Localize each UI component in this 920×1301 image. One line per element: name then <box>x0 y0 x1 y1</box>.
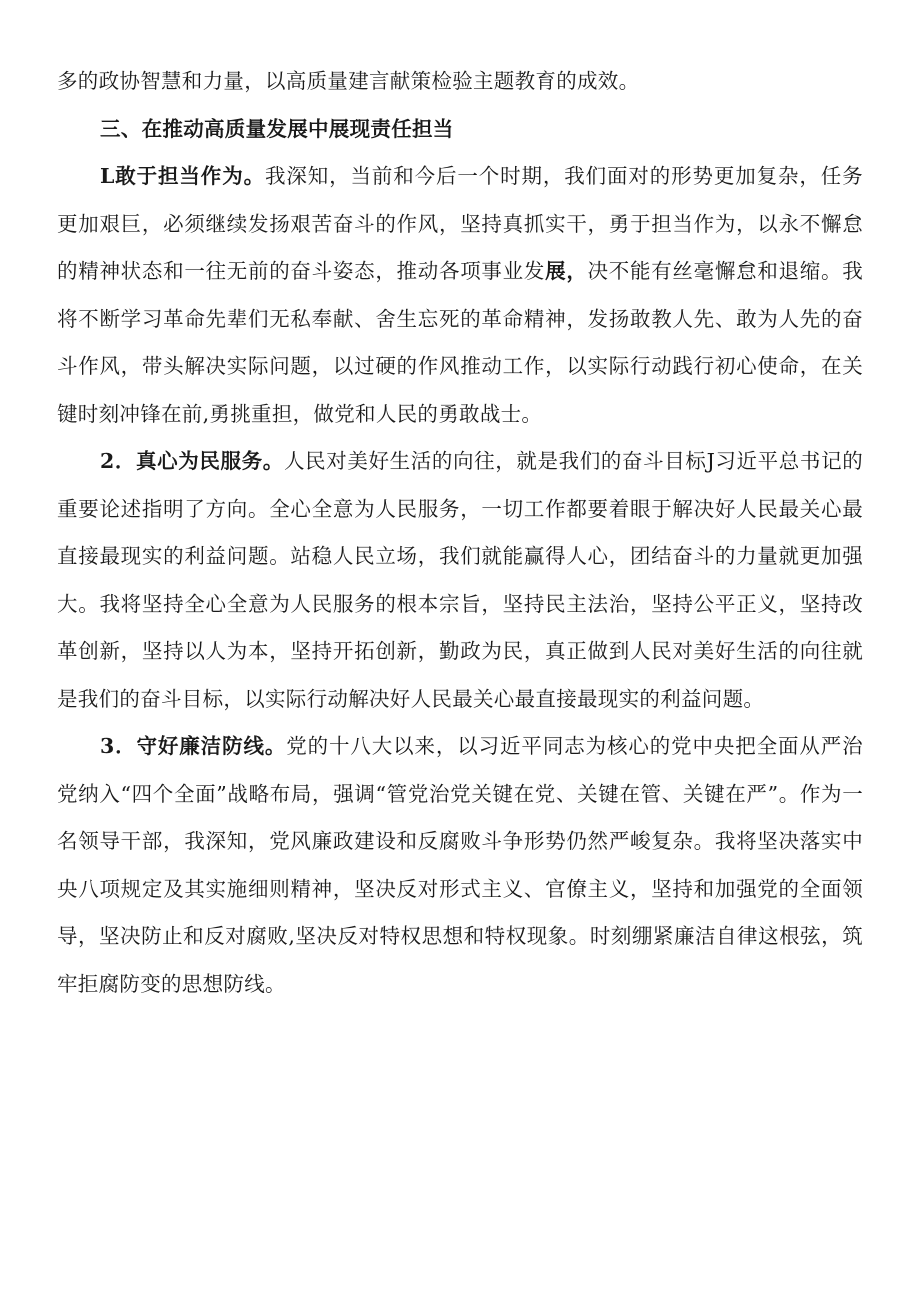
paragraph-emphasis: 展， <box>545 259 588 283</box>
section-heading: 三、在推动高质量发展中展现责任担当 <box>100 116 454 141</box>
paragraph-body: 人民对美好生活的向往，就是我们的奋斗目标J习近平总书记的重要论述指明了方向。全心全意为人民服务，一切工作都要着眼于解决好人民最关心最直接最现实的利益问题。站稳人民立场，我们就能赢得人心，团结奋斗的力量就更加强大。我将坚持全心全意为人民服务的根本宗旨，坚持民主法治，坚持公平正义，坚持改革创新，坚持以人为本，坚持开拓创新，勤政为民，真正做到人民对美好生活的向往就是我们的奋斗目标，以实际行动解决好人民最关心最直接最现实的利益问题。 <box>57 449 863 711</box>
paragraph-body: 决不能有丝毫懈怠和退缩。我将不断学习革命先辈们无私奉献、舍生忘死的革命精神，发扬敢教人先、敢为人先的奋斗作风，带头解决实际问题，以过硬的作风推动工作，以实际行动践行初心使命，在关键时刻冲锋在前,勇挑重担，做党和人民的勇敢战士。 <box>57 259 863 426</box>
intro-continuation-paragraph: 多的政协智慧和力量，以高质量建言献策检验主题教育的成效。 <box>57 69 640 93</box>
paragraph-lead: 2．真心为民服务。 <box>100 449 284 473</box>
paragraph-lead: L敢于担当作为。 <box>100 164 265 188</box>
paragraph-dare-to-take-responsibility <box>57 153 863 438</box>
paragraph-serve-the-people <box>57 438 863 723</box>
paragraph-body: 党的十八大以来，以习近平同志为核心的党中央把全面从严治党纳入“四个全面”战略布局，强调“管党治党关键在党、关键在管、关键在严”。作为一名领导干部，我深知，党风廉政建设和反腐败斗争形势仍然严峻复杂。我将坚决落实中央八项规定及其实施细则精神，坚决反对形式主义、官僚主义，坚持和加强党的全面领导，坚决防止和反对腐败,坚决反对特权思想和特权现象。时刻绷紧廉洁自律这根弦，筑牢拒腐防变的思想防线。 <box>57 734 863 996</box>
paragraph-lead: 3．守好廉洁防线。 <box>100 734 287 758</box>
paragraph-body: 我深知，当前和今后一个时期，我们面对的形势更加复杂，任务更加艰巨，必须继续发扬艰苦奋斗的作风，坚持真抓实干，勇于担当作为，以永不懈怠的精神状态和一往无前的奋斗姿态，推动各项事业发 <box>57 164 863 283</box>
paragraph-integrity-defense <box>57 723 863 1008</box>
